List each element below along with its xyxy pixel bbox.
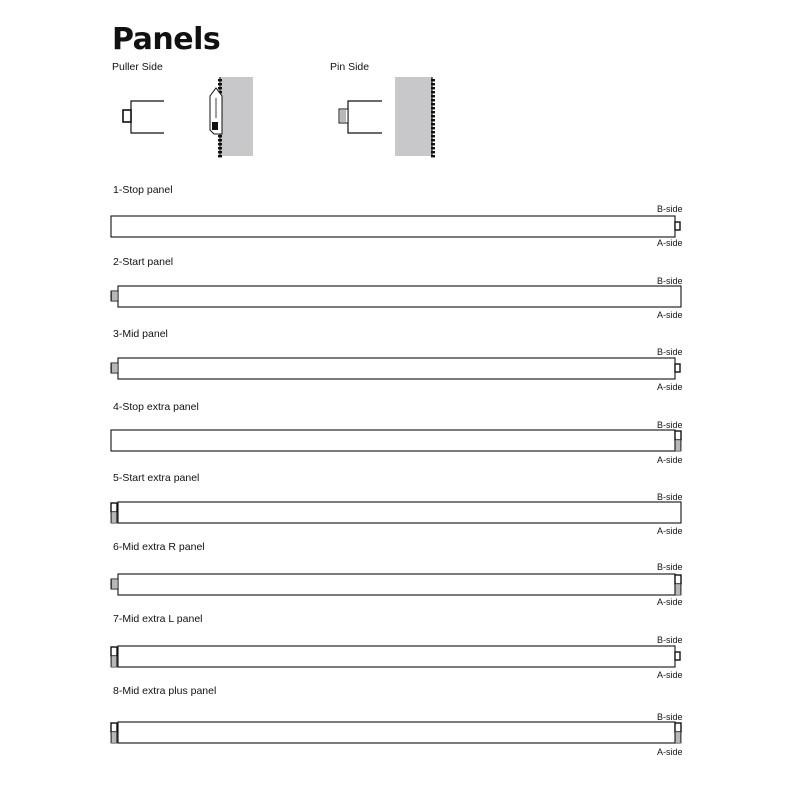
page-title: Panels xyxy=(112,22,221,57)
b-side-label: B-side xyxy=(657,635,683,645)
panel-label: 3-Mid panel xyxy=(113,328,168,340)
a-side-label: A-side xyxy=(657,310,683,320)
a-side-label: A-side xyxy=(657,670,683,680)
a-side-label: A-side xyxy=(657,455,683,465)
panel-7 xyxy=(111,646,680,667)
panel-8 xyxy=(111,722,681,743)
b-side-label: B-side xyxy=(657,420,683,430)
panel-2 xyxy=(111,286,681,307)
panel-label: 8-Mid extra plus panel xyxy=(113,685,217,697)
a-side-label: A-side xyxy=(657,526,683,536)
panel-label: 6-Mid extra R panel xyxy=(113,541,205,553)
panel-label: 7-Mid extra L panel xyxy=(113,613,203,625)
a-side-label: A-side xyxy=(657,238,683,248)
panel-label: 4-Stop extra panel xyxy=(113,401,199,413)
panel-label: 2-Start panel xyxy=(113,256,174,268)
b-side-label: B-side xyxy=(657,276,683,286)
b-side-label: B-side xyxy=(657,204,683,214)
panel-label: 1-Stop panel xyxy=(113,184,173,196)
panel-1 xyxy=(111,216,680,237)
b-side-label: B-side xyxy=(657,347,683,357)
a-side-label: A-side xyxy=(657,382,683,392)
panel-5 xyxy=(111,502,681,523)
panel-label: 5-Start extra panel xyxy=(113,472,200,484)
b-side-label: B-side xyxy=(657,712,683,722)
b-side-label: B-side xyxy=(657,492,683,502)
puller-side-label: Puller Side xyxy=(112,61,163,73)
a-side-label: A-side xyxy=(657,597,683,607)
panel-6 xyxy=(111,574,681,595)
b-side-label: B-side xyxy=(657,562,683,572)
pin-side-label: Pin Side xyxy=(330,61,370,73)
a-side-label: A-side xyxy=(657,747,683,757)
panel-3 xyxy=(111,358,680,379)
panel-4 xyxy=(111,430,681,451)
